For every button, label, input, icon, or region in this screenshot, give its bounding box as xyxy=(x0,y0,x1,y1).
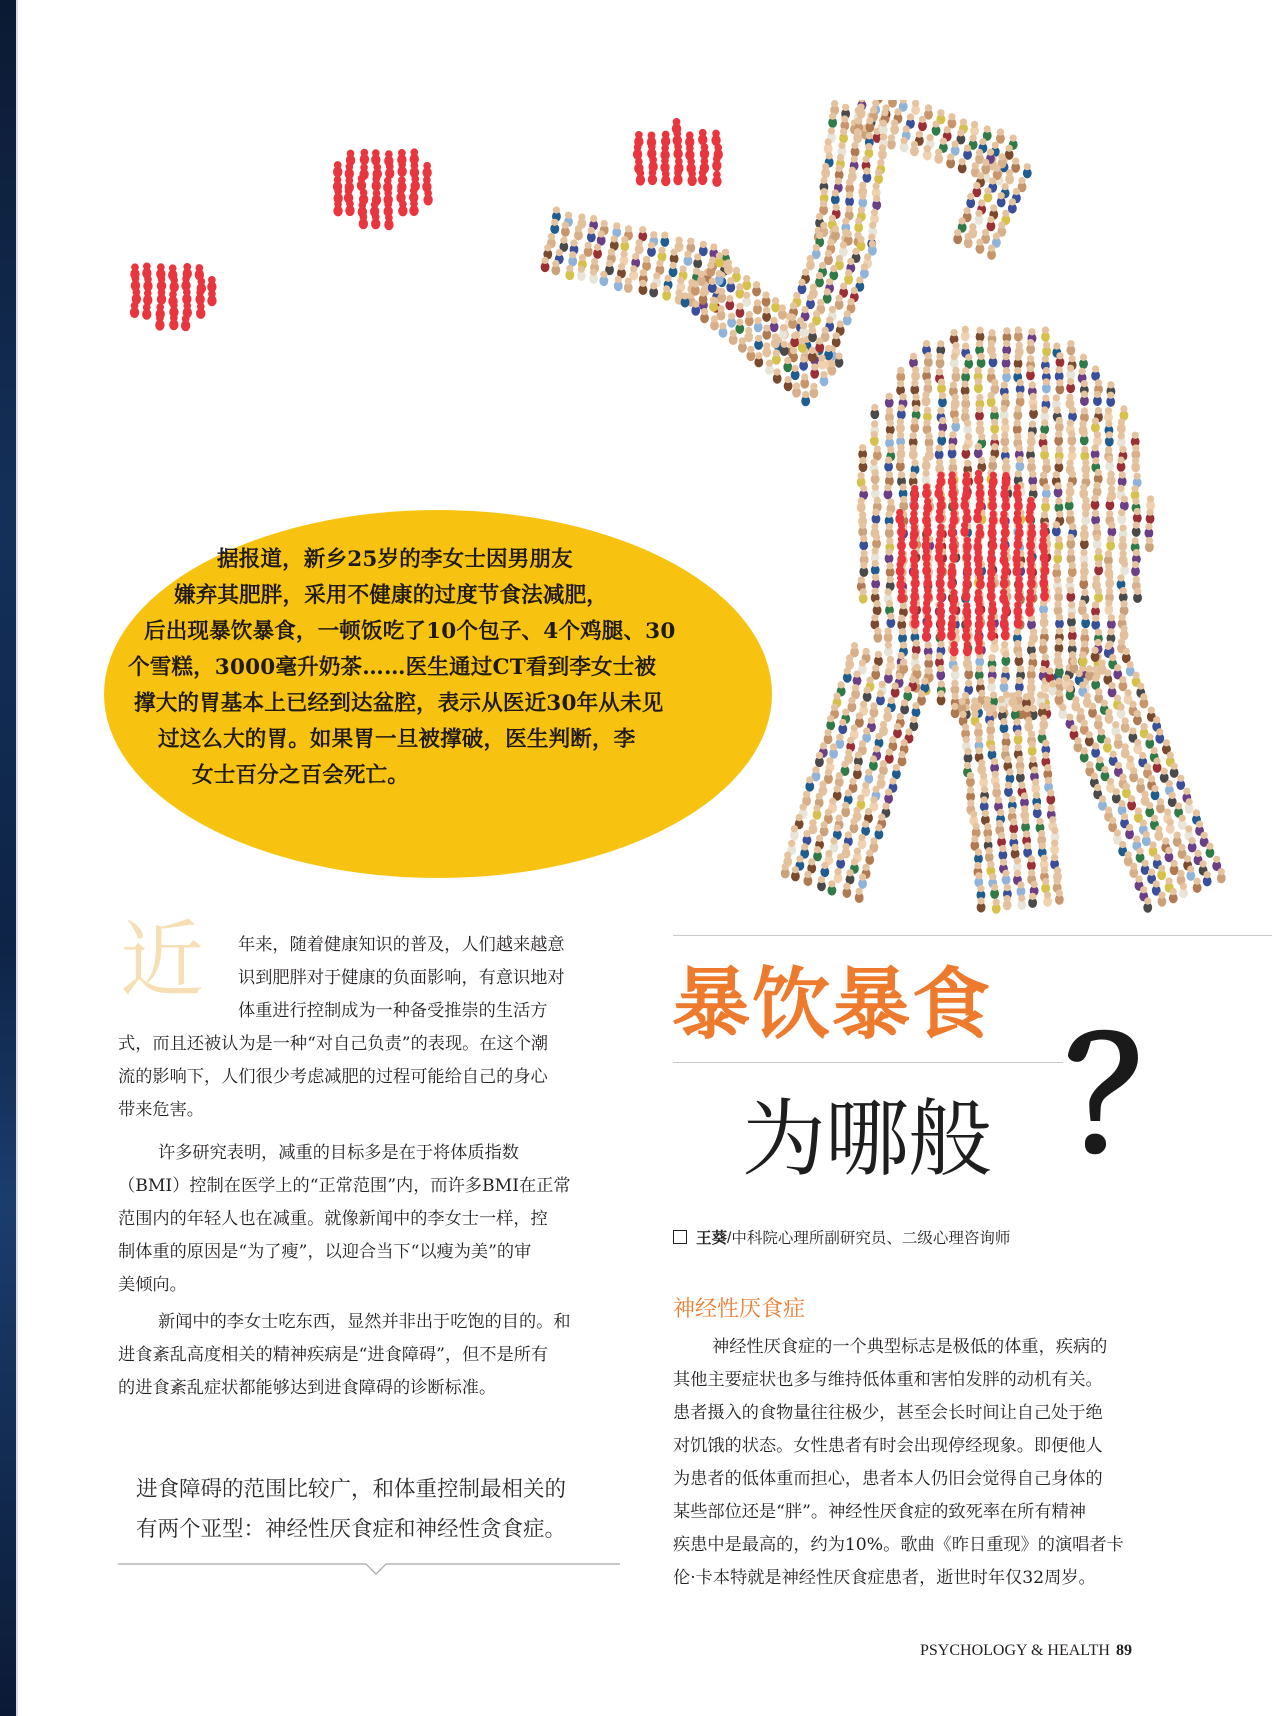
body-line: 式，而且还被认为是一种“对自己负责”的表现。在这个潮 xyxy=(118,1034,549,1054)
body-line: 年来，随着健康知识的普及，人们越来越意 xyxy=(238,935,565,955)
body-line: 的进食紊乱症状都能够达到进食障碍的诊断标准。 xyxy=(118,1378,497,1398)
body-line: 疾患中是最高的，约为10%。歌曲《昨日重现》的演唱者卡 xyxy=(673,1535,1124,1555)
body-line: 制体重的原因是“为了瘦”，以迎合当下“以瘦为美”的审 xyxy=(118,1242,532,1262)
body-line: 范围内的年轻人也在减重。就像新闻中的李女士一样，控 xyxy=(118,1209,548,1229)
callout-line: 据报道，新乡25岁的李女士因男朋友 xyxy=(217,547,573,572)
pull-quote-line: 进食障碍的范围比较广，和体重控制最相关的 xyxy=(136,1477,567,1502)
pull-quote-line: 有两个亚型：神经性厌食症和神经性贪食症。 xyxy=(136,1517,567,1542)
title-top-rule xyxy=(673,935,1272,936)
body-line: 进食紊乱高度相关的精神疾病是“进食障碍”，但不是所有 xyxy=(118,1345,549,1365)
body-line: 神经性厌食症的一个典型标志是极低的体重，疾病的 xyxy=(712,1337,1108,1357)
section-heading: 神经性厌食症 xyxy=(673,1297,806,1322)
callout-line: 过这么大的胃。如果胃一旦被撑破，医生判断，李 xyxy=(158,727,636,752)
body-line: 其他主要症状也多与维持低体重和害怕发胖的动机有关。 xyxy=(673,1370,1103,1390)
body-line: 美倾向。 xyxy=(118,1275,187,1295)
body-line: 新闻中的李女士吃东西，显然并非出于吃饱的目的。和 xyxy=(158,1312,571,1332)
article-title-line2: 为哪般 xyxy=(742,1090,992,1188)
drop-cap: 近 xyxy=(120,911,205,1009)
author-name: 王葵 xyxy=(696,1230,728,1247)
body-line: 对饥饿的状态。女性患者有时会出现停经现象。即便他人 xyxy=(673,1436,1103,1456)
page-footer xyxy=(920,1642,1132,1660)
body-line: 患者摄入的食物量往往极少，甚至会长时间让自己处于绝 xyxy=(673,1403,1103,1423)
callout-line: 嫌弃其肥胖，采用不健康的过度节食法减肥， xyxy=(174,583,609,608)
pull-quote-rule xyxy=(118,1558,620,1582)
body-line: 体重进行控制成为一种备受推崇的生活方 xyxy=(238,1001,548,1021)
body-line: 伦·卡本特就是神经性厌食症患者，逝世时年仅32周岁。 xyxy=(673,1568,1096,1588)
author-credentials: /中科院心理所副研究员、二级心理咨询师 xyxy=(727,1230,1011,1247)
body-line: 为患者的低体重而担心，患者本人仍旧会觉得自己身体的 xyxy=(673,1469,1103,1489)
spine-divider xyxy=(16,0,18,1716)
article-title-line1: 暴饮暴食 xyxy=(672,960,993,1050)
news-callout xyxy=(104,510,772,878)
question-mark-glyph: ？ xyxy=(1065,1006,1220,1187)
spine-edge xyxy=(0,0,16,1716)
body-line: 流的影响下，人们很少考虑减肥的过程可能给自己的身心 xyxy=(118,1067,548,1087)
body-line: 识到肥胖对于健康的负面影响，有意识地对 xyxy=(238,968,565,988)
page-number: 89 xyxy=(1115,1642,1132,1659)
callout-line: 撑大的胃基本上已经到达盆腔，表示从医近30年从未见 xyxy=(134,691,664,716)
magazine-name: PSYCHOLOGY & HEALTH xyxy=(920,1642,1110,1659)
body-line: （BMI）控制在医学上的“正常范围”内，而许多BMI在正常 xyxy=(118,1176,571,1196)
author-byline xyxy=(673,1226,1010,1248)
callout-line: 女士百分之百会死亡。 xyxy=(192,763,410,788)
callout-line: 后出现暴饮暴食，一顿饭吃了10个包子、4个鸡腿、30 xyxy=(144,619,676,644)
body-line: 许多研究表明，减重的目标多是在于将体质指数 xyxy=(158,1143,519,1163)
body-line: 某些部位还是“胖”。神经性厌食症的致死率在所有精神 xyxy=(673,1502,1086,1522)
callout-line: 个雪糕，3000毫升奶茶……医生通过CT看到李女士被 xyxy=(128,655,657,680)
square-bullet-icon xyxy=(673,1230,687,1244)
title-middle-rule xyxy=(673,1062,1063,1063)
body-line: 带来危害。 xyxy=(118,1100,204,1120)
